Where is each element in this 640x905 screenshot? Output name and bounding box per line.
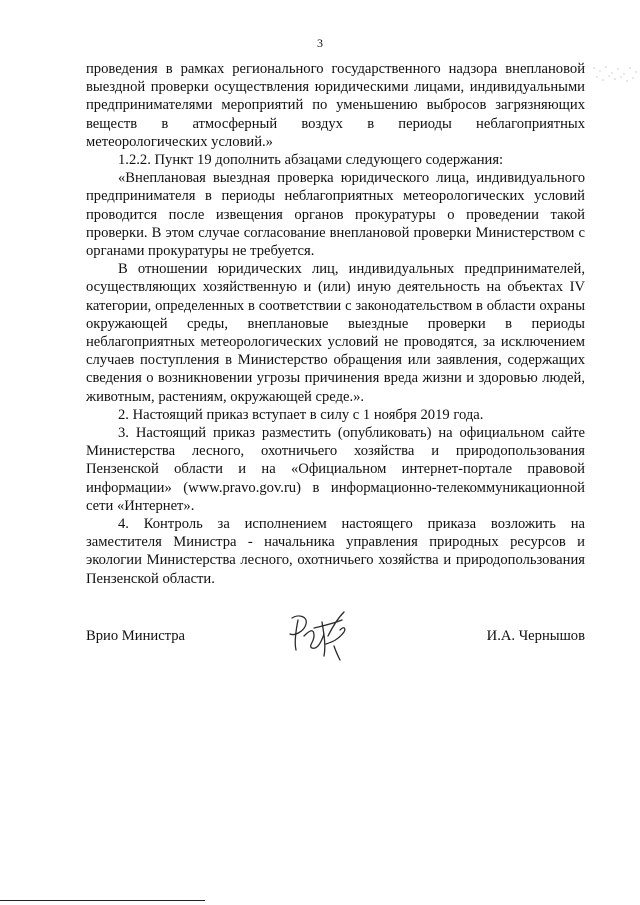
page-number: 3 xyxy=(317,36,323,50)
handwritten-signature xyxy=(284,606,354,662)
signer-name: И.А. Чернышов xyxy=(486,628,585,644)
scan-artifact xyxy=(588,62,640,86)
footer-divider xyxy=(0,900,205,901)
paragraph-item-2: 2. Настоящий приказ вступает в силу с 1 ноября 2019 года. xyxy=(118,406,484,423)
paragraph-item-3: 3. Настоящий приказ разместить (опубликовать) на официальном сайте Министерства лесного, охотничьего хозяйства и природопользования Пензенской области и на «Официальном интернет-портале правовой информации» (www.pravo.gov.ru) в информационно-телекоммуникационной сети «Интернет». xyxy=(86,425,585,514)
paragraph-category-iv: В отношении юридических лиц, индивидуальных предпринимателей, осуществляющих хозяйственную и (или) иную деятельность на объектах IV категории, определенных в соответствии с законодательством в области охраны окружающей среды, внеплановые выездные проверки в периоды неблагоприятных метеорологических условий не проводятся, за исключением случаев поступления в Министерство обращения или заявления, содержащих сведения о возникновении угрозы причинения вреда жизни и здоровью людей, животным, растениям, окружающей среде.». xyxy=(86,261,585,405)
document-body xyxy=(86,60,585,588)
paragraph-item-1-2-2: 1.2.2. Пункт 19 дополнить абзацами следующего содержания: xyxy=(118,152,504,169)
paragraph-quoted-inspection: «Внеплановая выездная проверка юридического лица, индивидуального предпринимателя в периоды неблагоприятных метеорологических условий проводится после извещения органов прокуратуры о проведении такой проверки. В этом случае согласование внеплановой проверки Министерством с органами прокуратуры не требуется. xyxy=(86,170,585,260)
paragraph-item-4: 4. Контроль за исполнением настоящего приказа возложить на заместителя Министра - начальника управления природных ресурсов и экологии Министерства лесного, охотничьего хозяйства и природопользования Пензенской области. xyxy=(86,516,585,587)
paragraph-continuation: проведения в рамках регионального государственного надзора внеплановой выездной проверки осуществления юридическими лицами, индивидуальными предпринимателями мероприятий по уменьшению выбросов загрязняющих веществ в атмосферный воздух в периоды неблагоприятных метеорологических условий.» xyxy=(86,61,585,150)
signer-title: Врио Министра xyxy=(86,628,185,644)
